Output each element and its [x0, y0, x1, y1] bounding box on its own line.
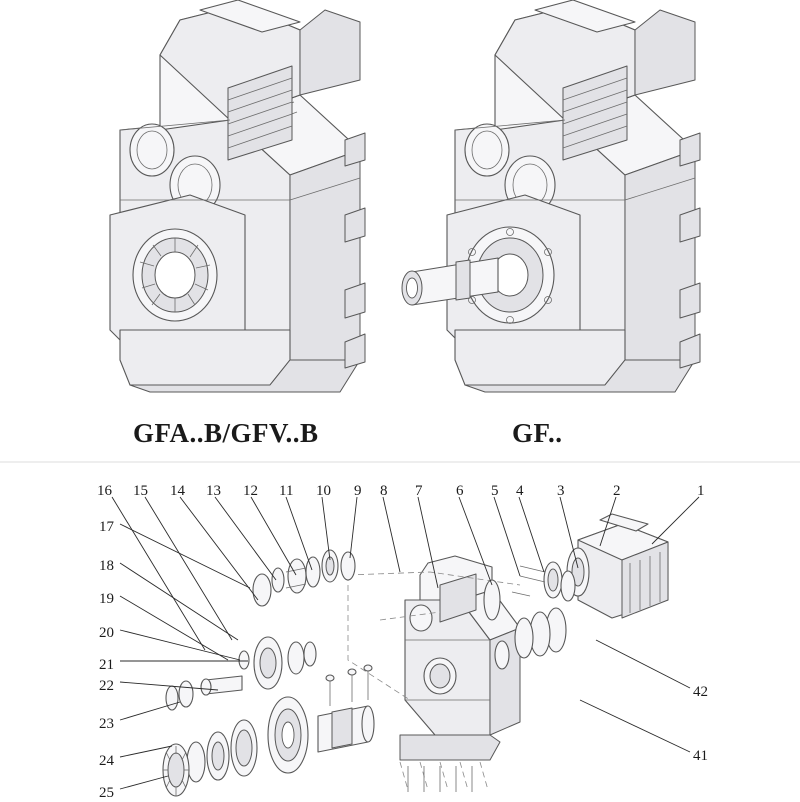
- exploded-assembly: [112, 497, 699, 796]
- callout-left-21: 21: [99, 657, 114, 673]
- callout-top-13: 13: [206, 483, 221, 499]
- callout-left-25: 25: [99, 785, 114, 801]
- callout-left-18: 18: [99, 558, 114, 574]
- motor-adapter-part: [567, 514, 668, 618]
- callout-left-17: 17: [99, 519, 114, 535]
- input-shaft-stack: [253, 550, 355, 606]
- callout-top-10: 10: [316, 483, 331, 499]
- callout-top-4: 4: [516, 483, 524, 499]
- caption-gf: GF..: [512, 418, 563, 448]
- callout-left-23: 23: [99, 716, 114, 732]
- caption-gfab-gfvb: GFA..B/GFV..B: [133, 418, 319, 448]
- callout-top-11: 11: [279, 483, 294, 499]
- gear-unit-view-gfab-gfvb: [110, 0, 365, 392]
- callout-top-9: 9: [354, 483, 362, 499]
- callout-left-22: 22: [99, 678, 114, 694]
- callout-leaders-right: [580, 640, 690, 752]
- callout-right-41: 41: [693, 748, 708, 764]
- callout-top-12: 12: [243, 483, 258, 499]
- callout-top-5: 5: [491, 483, 499, 499]
- callout-top-8: 8: [380, 483, 388, 499]
- callout-left-24: 24: [99, 753, 114, 769]
- callout-top-16: 16: [97, 483, 112, 499]
- callout-right-42: 42: [693, 684, 708, 700]
- callout-left-20: 20: [99, 625, 114, 641]
- callout-top-15: 15: [133, 483, 148, 499]
- callout-top-2: 2: [613, 483, 621, 499]
- callout-top-6: 6: [456, 483, 464, 499]
- callout-top-7: 7: [415, 483, 423, 499]
- callout-top-1: 1: [697, 483, 705, 499]
- gear-unit-view-gf: [402, 0, 700, 392]
- callout-top-3: 3: [557, 483, 565, 499]
- callout-left-19: 19: [99, 591, 114, 607]
- callout-top-14: 14: [170, 483, 185, 499]
